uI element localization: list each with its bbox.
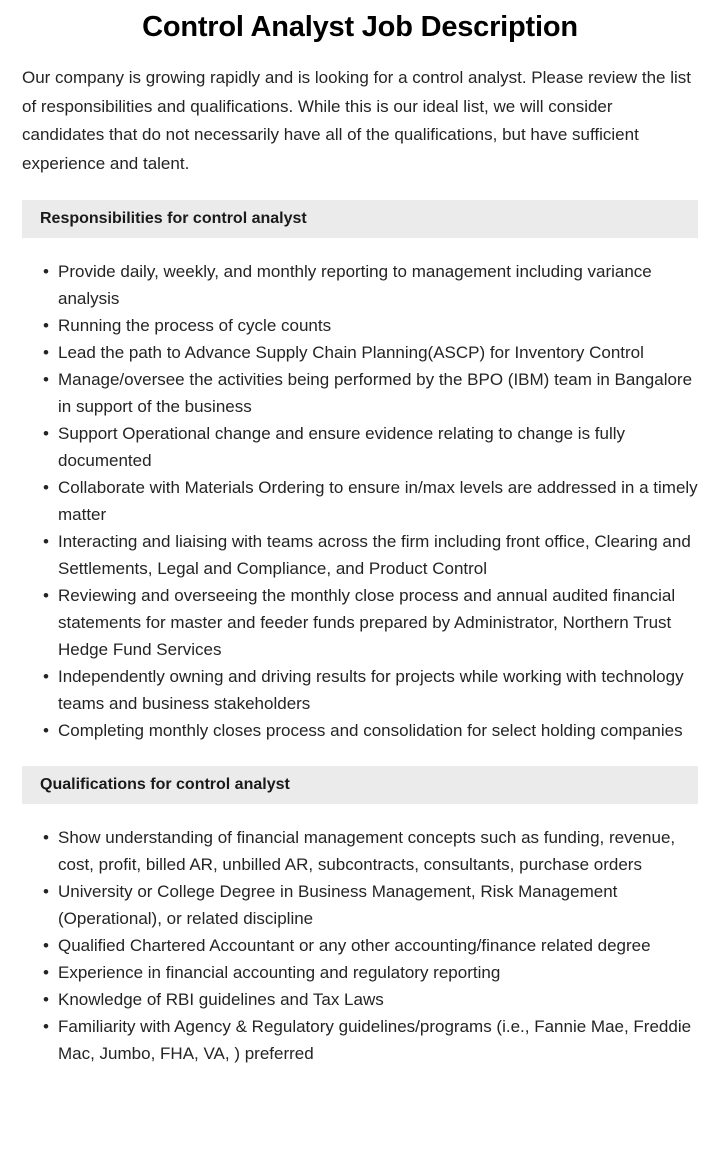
list-item-text: Lead the path to Advance Supply Chain Planning(ASCP) for Inventory Control: [58, 343, 644, 362]
bullet-icon: •: [43, 828, 49, 847]
list-item-text: Completing monthly closes process and consolidation for select holding companies: [58, 721, 683, 740]
bullet-icon: •: [43, 370, 49, 389]
list-item: [43, 420, 698, 474]
list-item-text: Independently owning and driving results for projects while working with technology teams and business stakeholders: [58, 667, 684, 713]
list-item-text: University or College Degree in Business Management, Risk Management (Operational), or related discipline: [58, 882, 618, 928]
list-item-text: Provide daily, weekly, and monthly reporting to management including variance analysis: [58, 262, 652, 308]
list-item-text: Manage/oversee the activities being performed by the BPO (IBM) team in Bangalore in support of the business: [58, 370, 693, 416]
bullet-icon: •: [43, 667, 49, 686]
responsibilities-list: [22, 258, 698, 744]
bullet-icon: •: [43, 882, 49, 901]
bullet-icon: •: [43, 586, 49, 605]
sections-container: [22, 200, 698, 1067]
list-item-text: Show understanding of financial management concepts such as funding, revenue, cost, profit, billed AR, unbilled AR, subcontracts, consultants, purchase orders: [58, 828, 676, 874]
section-header-responsibilities: [22, 200, 698, 238]
list-item: [43, 959, 698, 986]
list-item: [43, 366, 698, 420]
list-item: [43, 312, 698, 339]
list-item: [43, 824, 698, 878]
page-title: Control Analyst Job Description: [142, 11, 578, 43]
list-item: [43, 528, 698, 582]
list-item-text: Collaborate with Materials Ordering to ensure in/max levels are addressed in a timely matter: [58, 478, 698, 524]
list-item: [43, 258, 698, 312]
list-item-text: Interacting and liaising with teams across the firm including front office, Clearing and Settlements, Legal and Compliance, and Product Control: [58, 532, 691, 578]
bullet-icon: •: [43, 963, 49, 982]
list-item: [43, 1013, 698, 1067]
bullet-icon: •: [43, 936, 49, 955]
list-item-text: Experience in financial accounting and regulatory reporting: [58, 963, 501, 982]
bullet-icon: •: [43, 316, 49, 335]
list-item: [43, 474, 698, 528]
list-item-text: Qualified Chartered Accountant or any other accounting/finance related degree: [58, 936, 651, 955]
list-item: [43, 932, 698, 959]
list-item: [43, 582, 698, 663]
list-item: [43, 878, 698, 932]
list-item: [43, 339, 698, 366]
bullet-icon: •: [43, 262, 49, 281]
bullet-icon: •: [43, 478, 49, 497]
bullet-icon: •: [43, 424, 49, 443]
list-item-text: Knowledge of RBI guidelines and Tax Laws: [58, 990, 384, 1009]
list-item-text: Reviewing and overseeing the monthly close process and annual audited financial statements for master and feeder funds prepared by Administrator, Northern Trust Hedge Fund Services: [58, 586, 676, 659]
bullet-icon: •: [43, 1017, 49, 1036]
section-qualifications: [22, 766, 698, 1067]
qualifications-list: [22, 824, 698, 1067]
list-item: [43, 717, 698, 744]
section-responsibilities: [22, 200, 698, 744]
bullet-icon: •: [43, 990, 49, 1009]
section-header-label: Responsibilities for control analyst: [40, 210, 307, 227]
section-header-label: Qualifications for control analyst: [40, 776, 290, 793]
section-header-qualifications: [22, 766, 698, 804]
list-item: [43, 986, 698, 1013]
list-item-text: Running the process of cycle counts: [58, 316, 332, 335]
list-item-text: Familiarity with Agency & Regulatory guidelines/programs (i.e., Fannie Mae, Freddie Mac, Jumbo, FHA, VA, ) preferred: [58, 1017, 692, 1063]
bullet-icon: •: [43, 721, 49, 740]
intro-paragraph: Our company is growing rapidly and is looking for a control analyst. Please review the list of responsibilities and qualifications. While this is our ideal list, we will consider candidates that do not necessarily have all of the qualifications, but have sufficient experience and talent.: [22, 68, 691, 173]
list-item-text: Support Operational change and ensure evidence relating to change is fully documented: [58, 424, 626, 470]
list-item: [43, 663, 698, 717]
bullet-icon: •: [43, 532, 49, 551]
bullet-icon: •: [43, 343, 49, 362]
